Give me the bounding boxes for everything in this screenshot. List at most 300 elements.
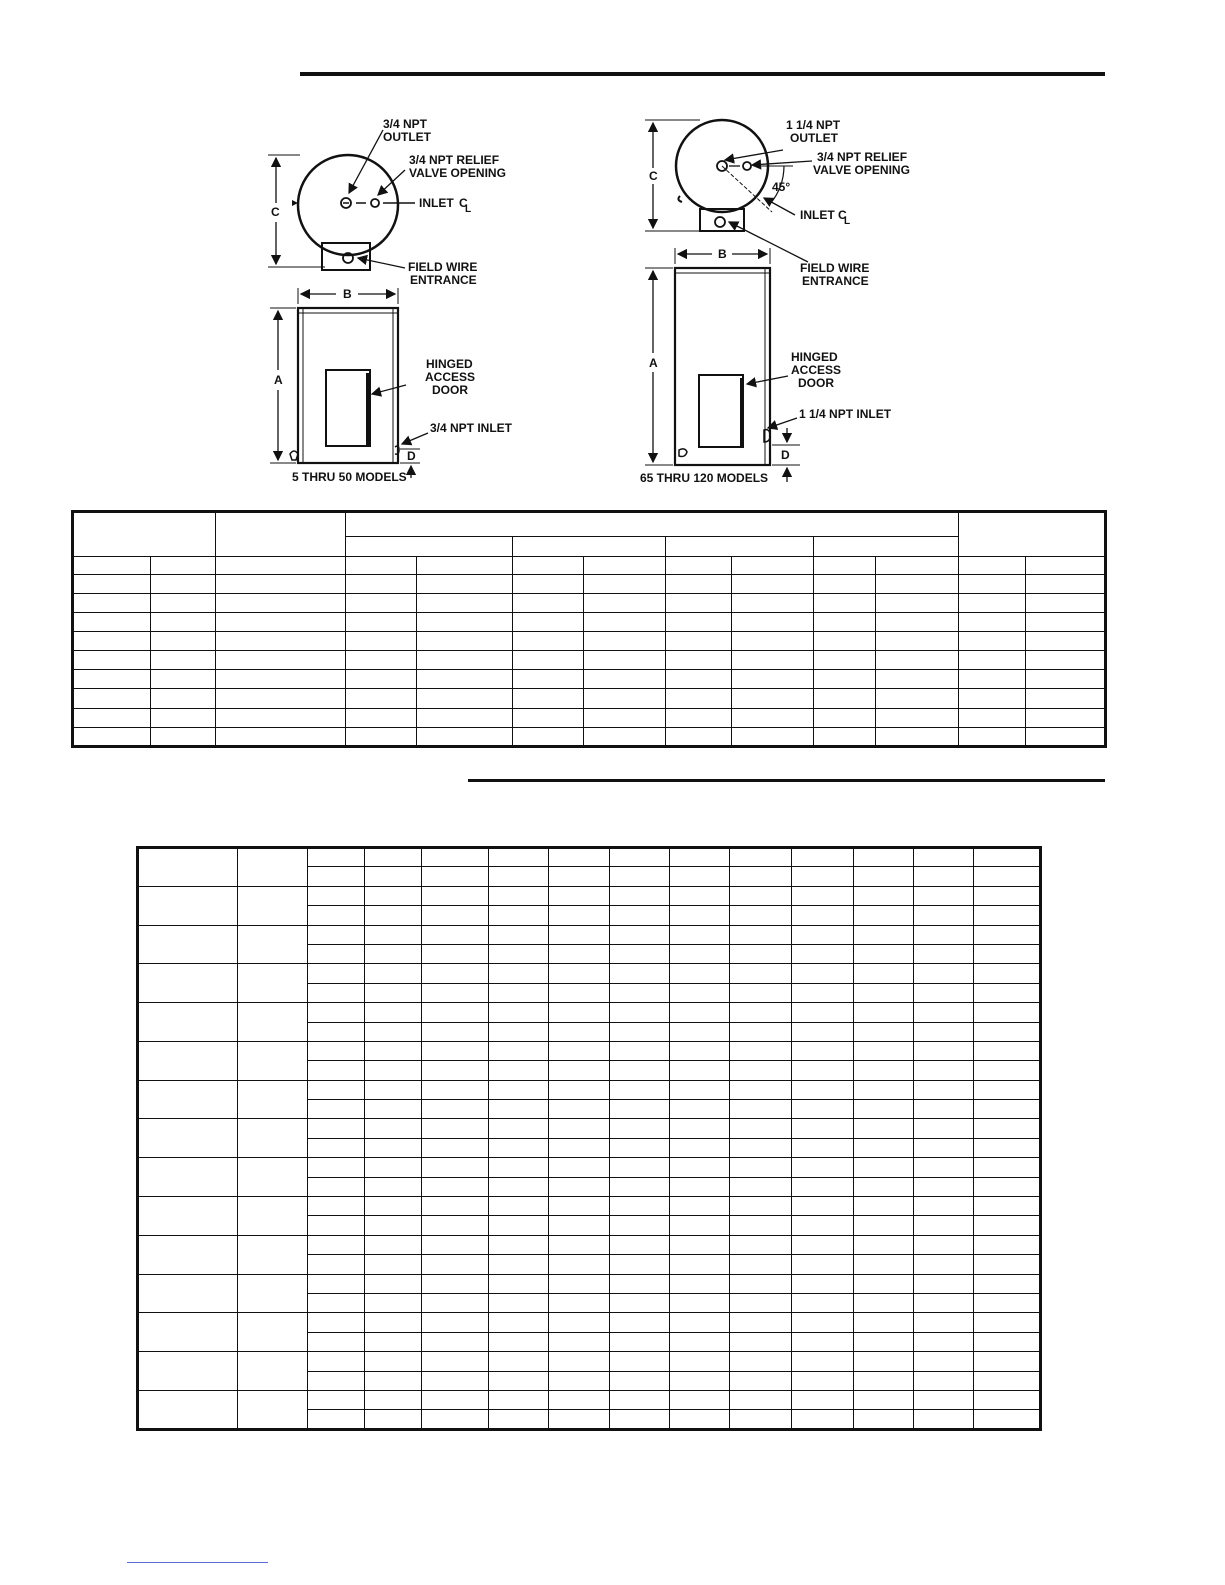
table-cell — [308, 1138, 365, 1157]
table-cell — [216, 670, 346, 689]
table-cell — [365, 867, 422, 886]
table-cell — [792, 1022, 854, 1041]
table-cell — [422, 964, 489, 983]
table-row — [138, 1041, 1041, 1060]
footer-link-underline — [127, 1562, 268, 1563]
table-cell — [974, 1235, 1041, 1254]
table-group-cell — [238, 1080, 308, 1119]
table-cell — [792, 906, 854, 925]
table-cell — [730, 1410, 792, 1430]
table-cell — [792, 886, 854, 905]
table-cell — [974, 1080, 1041, 1099]
large-relief-label-1: 3/4 NPT RELIEF — [817, 150, 908, 164]
table-cell — [216, 727, 346, 746]
table-cell — [549, 1197, 610, 1216]
table-cell — [959, 593, 1026, 612]
table-cell — [730, 1313, 792, 1332]
table-cell — [854, 1235, 914, 1254]
table-cell — [489, 925, 549, 944]
table-group-cell — [238, 1313, 308, 1352]
table-cell — [422, 1041, 489, 1060]
table-group-cell — [138, 886, 238, 925]
table-cell — [1026, 670, 1106, 689]
table-cell — [914, 1041, 974, 1060]
large-dim-c: C — [649, 169, 658, 183]
table-cell — [670, 1003, 730, 1022]
table-cell — [422, 1371, 489, 1390]
small-outlet-label-2: OUTLET — [383, 130, 431, 144]
table-cell — [610, 1061, 670, 1080]
table-cell — [974, 1390, 1041, 1409]
table-cell — [422, 1255, 489, 1274]
table-cell — [489, 1313, 549, 1332]
table-cell — [549, 1061, 610, 1080]
table-cell — [549, 1410, 610, 1430]
table-cell — [854, 1197, 914, 1216]
table-cell — [854, 1061, 914, 1080]
table-group-cell — [238, 1197, 308, 1236]
table-cell — [876, 574, 959, 593]
table-cell — [670, 886, 730, 905]
table-cell — [670, 944, 730, 963]
table-cell — [73, 651, 151, 670]
table-cell — [417, 593, 513, 612]
table-row — [73, 593, 1106, 612]
table-cell — [792, 1100, 854, 1119]
table-group-cell — [238, 925, 308, 964]
table-cell — [584, 557, 666, 574]
table-cell — [610, 925, 670, 944]
table-cell — [974, 1119, 1041, 1138]
large-outlet-label-1: 1 1/4 NPT — [786, 118, 841, 132]
table-cell — [365, 1080, 422, 1099]
table-cell — [151, 708, 216, 727]
table-cell — [792, 1371, 854, 1390]
table-cell — [422, 1138, 489, 1157]
table-cell — [549, 848, 610, 867]
table-cell — [489, 964, 549, 983]
table-cell — [730, 1100, 792, 1119]
table-cell — [365, 1313, 422, 1332]
table-cell — [914, 1293, 974, 1312]
table-row — [138, 925, 1041, 944]
small-outlet-label-1: 3/4 NPT — [383, 117, 428, 131]
table-cell — [308, 1371, 365, 1390]
table-cell — [670, 925, 730, 944]
table-cell — [346, 593, 417, 612]
table-row — [138, 1119, 1041, 1138]
large-field-wire-2: ENTRANCE — [802, 274, 869, 288]
table-cell — [1026, 651, 1106, 670]
table-cell — [513, 708, 584, 727]
table-cell — [422, 1119, 489, 1138]
table-cell — [854, 1274, 914, 1293]
table-group-cell — [238, 1003, 308, 1042]
table-cell — [73, 670, 151, 689]
table-cell — [610, 1041, 670, 1060]
table-cell — [666, 612, 732, 631]
table-cell — [346, 727, 417, 746]
table-cell — [610, 1197, 670, 1216]
table-cell — [549, 1138, 610, 1157]
dimensions-table-body — [73, 557, 1106, 747]
table-cell — [216, 557, 346, 574]
table-cell — [914, 1352, 974, 1371]
table-cell — [610, 1410, 670, 1430]
large-hinged-3: DOOR — [798, 376, 834, 390]
table-cell — [422, 1410, 489, 1430]
table-cell — [610, 1371, 670, 1390]
table-cell — [666, 670, 732, 689]
table-cell — [308, 886, 365, 905]
table-cell — [974, 1138, 1041, 1157]
table-cell — [422, 1313, 489, 1332]
table-cell — [422, 925, 489, 944]
table-cell — [914, 886, 974, 905]
table-cell — [549, 1313, 610, 1332]
table-cell — [73, 557, 151, 574]
table-cell — [792, 1255, 854, 1274]
table-cell — [308, 1274, 365, 1293]
table-cell — [974, 983, 1041, 1002]
dimension-diagram — [0, 0, 1225, 500]
table-cell — [670, 1138, 730, 1157]
table-cell — [854, 925, 914, 944]
table-cell — [489, 1352, 549, 1371]
table-cell — [308, 1352, 365, 1371]
table-row — [138, 886, 1041, 905]
table-group-cell — [138, 1041, 238, 1080]
table-cell — [792, 867, 854, 886]
table-group-cell — [238, 886, 308, 925]
table-cell — [308, 1061, 365, 1080]
table-cell — [610, 1216, 670, 1235]
table-cell — [365, 1100, 422, 1119]
table-group-cell — [238, 1274, 308, 1313]
large-centerline-sub: L — [844, 216, 851, 227]
table-group-cell — [138, 1352, 238, 1391]
table-cell — [876, 651, 959, 670]
small-field-wire-2: ENTRANCE — [410, 273, 477, 287]
table-cell — [732, 727, 814, 746]
table-cell — [422, 1216, 489, 1235]
table-cell — [730, 906, 792, 925]
table-cell — [549, 1100, 610, 1119]
table-row — [138, 1235, 1041, 1254]
table-cell — [854, 1313, 914, 1332]
table-cell — [422, 1003, 489, 1022]
table-cell — [422, 848, 489, 867]
table-cell — [730, 1158, 792, 1177]
small-hinged-3: DOOR — [432, 383, 468, 397]
small-field-wire-1: FIELD WIRE — [408, 260, 478, 274]
table-cell — [814, 593, 876, 612]
large-centerline-symbol: C — [838, 208, 847, 222]
table-header-cell — [513, 537, 666, 557]
table-cell — [974, 944, 1041, 963]
table-cell — [914, 1177, 974, 1196]
table-cell — [730, 1390, 792, 1409]
table-cell — [610, 1274, 670, 1293]
table-cell — [914, 1197, 974, 1216]
table-cell — [959, 727, 1026, 746]
table-cell — [513, 593, 584, 612]
table-cell — [308, 1332, 365, 1351]
table-cell — [876, 593, 959, 612]
table-cell — [730, 886, 792, 905]
table-cell — [792, 1216, 854, 1235]
table-cell — [814, 557, 876, 574]
table-cell — [610, 1003, 670, 1022]
table-cell — [549, 1177, 610, 1196]
small-heater-front-view — [270, 288, 428, 478]
table-cell — [489, 1371, 549, 1390]
table-cell — [974, 867, 1041, 886]
small-dim-b: B — [343, 287, 352, 301]
table-cell — [792, 1158, 854, 1177]
table-cell — [732, 593, 814, 612]
table-cell — [814, 574, 876, 593]
table-cell — [732, 670, 814, 689]
table-cell — [365, 1390, 422, 1409]
table-row — [138, 848, 1041, 867]
table-cell — [417, 689, 513, 708]
table-cell — [974, 886, 1041, 905]
table-cell — [974, 1177, 1041, 1196]
table-cell — [513, 612, 584, 631]
table-cell — [814, 727, 876, 746]
table-cell — [730, 1255, 792, 1274]
table-cell — [422, 1197, 489, 1216]
data-table-body — [138, 848, 1041, 1430]
table-cell — [549, 1352, 610, 1371]
large-inlet-label: INLET — [800, 208, 835, 222]
table-cell — [670, 964, 730, 983]
table-cell — [365, 1197, 422, 1216]
table-row — [73, 670, 1106, 689]
table-cell — [417, 612, 513, 631]
table-cell — [730, 1061, 792, 1080]
table-header-cell — [666, 537, 814, 557]
table-cell — [365, 1216, 422, 1235]
table-cell — [730, 867, 792, 886]
table-cell — [549, 1080, 610, 1099]
table-cell — [730, 983, 792, 1002]
table-cell — [489, 1138, 549, 1157]
table-cell — [422, 886, 489, 905]
table-cell — [422, 944, 489, 963]
table-cell — [854, 1371, 914, 1390]
table-cell — [854, 1041, 914, 1060]
table-cell — [670, 1352, 730, 1371]
table-cell — [876, 612, 959, 631]
table-cell — [151, 574, 216, 593]
table-cell — [610, 1022, 670, 1041]
table-cell — [974, 1041, 1041, 1060]
data-table — [136, 846, 1042, 1431]
table-cell — [422, 1293, 489, 1312]
table-cell — [792, 1119, 854, 1138]
table-cell — [730, 1003, 792, 1022]
table-cell — [670, 848, 730, 867]
table-cell — [732, 631, 814, 650]
table-cell — [308, 1197, 365, 1216]
table-cell — [417, 574, 513, 593]
small-inlet-label: INLET — [419, 196, 454, 210]
table-cell — [308, 944, 365, 963]
table-cell — [489, 1061, 549, 1080]
table-cell — [417, 557, 513, 574]
table-cell — [854, 867, 914, 886]
table-cell — [151, 670, 216, 689]
table-cell — [308, 1235, 365, 1254]
small-caption: 5 THRU 50 MODELS — [292, 470, 407, 484]
table-cell — [792, 944, 854, 963]
table-cell — [549, 1274, 610, 1293]
table-cell — [417, 651, 513, 670]
table-cell — [914, 925, 974, 944]
table-cell — [1026, 689, 1106, 708]
table-cell — [730, 1119, 792, 1138]
table-cell — [730, 964, 792, 983]
table-row — [73, 574, 1106, 593]
table-cell — [854, 1255, 914, 1274]
table-cell — [308, 906, 365, 925]
section-rule-middle — [468, 779, 1105, 782]
table-cell — [730, 1041, 792, 1060]
table-cell — [854, 944, 914, 963]
table-cell — [365, 1177, 422, 1196]
table-cell — [365, 925, 422, 944]
table-cell — [308, 1293, 365, 1312]
table-header-cell — [346, 512, 959, 537]
table-cell — [549, 886, 610, 905]
table-cell — [914, 1022, 974, 1041]
small-centerline-symbol: C — [459, 196, 468, 210]
table-cell — [792, 1003, 854, 1022]
table-cell — [792, 1313, 854, 1332]
table-row — [138, 1003, 1041, 1022]
table-cell — [422, 1352, 489, 1371]
table-cell — [914, 1371, 974, 1390]
table-cell — [216, 651, 346, 670]
table-row — [73, 557, 1106, 574]
table-cell — [610, 867, 670, 886]
small-centerline-sub: L — [465, 204, 472, 215]
table-cell — [489, 1119, 549, 1138]
table-cell — [549, 1332, 610, 1351]
table-cell — [346, 574, 417, 593]
table-cell — [151, 593, 216, 612]
table-cell — [974, 1313, 1041, 1332]
table-cell — [549, 1255, 610, 1274]
small-dim-d: D — [407, 449, 416, 463]
table-cell — [914, 1080, 974, 1099]
table-cell — [854, 1022, 914, 1041]
table-cell — [959, 612, 1026, 631]
large-outlet-label-2: OUTLET — [790, 131, 838, 145]
table-cell — [914, 1216, 974, 1235]
table-cell — [854, 1119, 914, 1138]
table-cell — [974, 1274, 1041, 1293]
large-npt-inlet-label: 1 1/4 NPT INLET — [799, 407, 892, 421]
table-cell — [854, 1293, 914, 1312]
table-cell — [365, 1041, 422, 1060]
table-cell — [216, 612, 346, 631]
table-cell — [670, 1371, 730, 1390]
table-cell — [959, 574, 1026, 593]
table-cell — [308, 1080, 365, 1099]
table-cell — [151, 689, 216, 708]
table-cell — [417, 708, 513, 727]
table-cell — [422, 1100, 489, 1119]
table-cell — [974, 925, 1041, 944]
table-cell — [974, 1022, 1041, 1041]
table-cell — [854, 983, 914, 1002]
table-cell — [854, 848, 914, 867]
table-cell — [549, 944, 610, 963]
table-cell — [732, 557, 814, 574]
table-cell — [489, 1003, 549, 1022]
table-cell — [151, 612, 216, 631]
table-cell — [489, 1390, 549, 1409]
table-cell — [854, 1003, 914, 1022]
table-cell — [489, 1022, 549, 1041]
table-group-cell — [238, 1352, 308, 1391]
table-cell — [914, 1274, 974, 1293]
table-cell — [792, 1138, 854, 1157]
table-cell — [365, 906, 422, 925]
table-cell — [73, 612, 151, 631]
table-cell — [308, 848, 365, 867]
table-cell — [974, 906, 1041, 925]
table-cell — [792, 1041, 854, 1060]
table-cell — [346, 670, 417, 689]
table-group-cell — [138, 1274, 238, 1313]
table-cell — [489, 944, 549, 963]
table-cell — [974, 1100, 1041, 1119]
table-cell — [792, 983, 854, 1002]
table-cell — [914, 1138, 974, 1157]
table-group-cell — [138, 925, 238, 964]
table-cell — [513, 670, 584, 689]
table-cell — [610, 1293, 670, 1312]
table-cell — [422, 1022, 489, 1041]
table-cell — [489, 1216, 549, 1235]
table-cell — [422, 1080, 489, 1099]
table-group-cell — [138, 1080, 238, 1119]
table-cell — [914, 906, 974, 925]
table-cell — [610, 1313, 670, 1332]
table-cell — [489, 983, 549, 1002]
table-cell — [670, 1390, 730, 1409]
table-cell — [346, 689, 417, 708]
table-cell — [365, 1235, 422, 1254]
table-cell — [422, 1274, 489, 1293]
table-cell — [974, 1410, 1041, 1430]
table-cell — [584, 593, 666, 612]
table-cell — [346, 612, 417, 631]
table-cell — [854, 964, 914, 983]
table-cell — [610, 964, 670, 983]
table-cell — [365, 944, 422, 963]
table-cell — [914, 1410, 974, 1430]
table-cell — [610, 1100, 670, 1119]
table-cell — [549, 1293, 610, 1312]
table-cell — [489, 1177, 549, 1196]
table-group-cell — [138, 964, 238, 1003]
table-cell — [854, 1138, 914, 1157]
